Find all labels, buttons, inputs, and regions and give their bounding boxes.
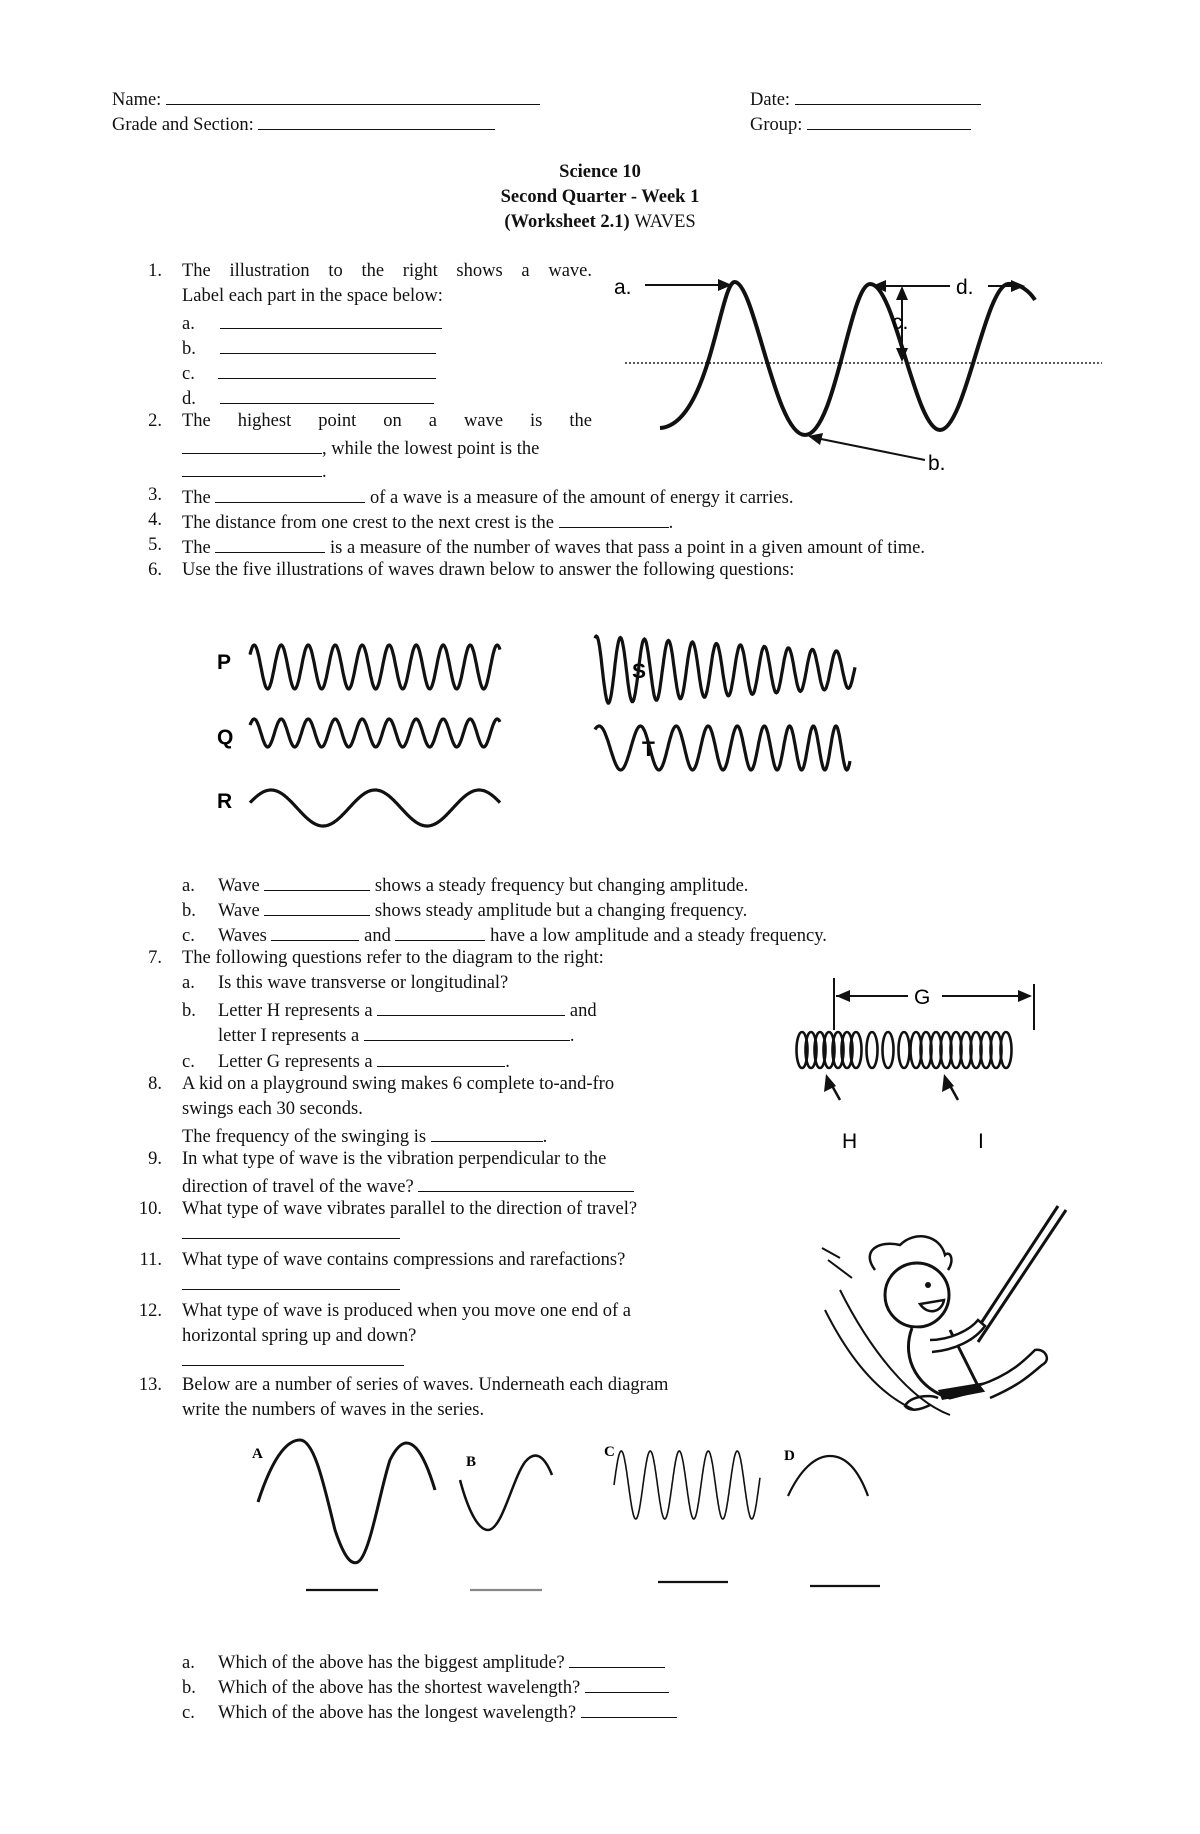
spring-label-h: H [842, 1130, 858, 1153]
kid-leg [980, 1350, 1047, 1398]
q7c-pre: Letter G represents a [218, 1052, 373, 1072]
q10-text: What type of wave vibrates parallel to the direction of travel? [182, 1199, 638, 1219]
q4-blank[interactable] [559, 511, 669, 528]
q1-answer-a[interactable] [182, 312, 442, 334]
q8-line3-pre: The frequency of the swinging is [182, 1127, 427, 1147]
q9-line2 [182, 1175, 634, 1197]
q13c-blank[interactable] [581, 1701, 677, 1718]
q6b-pre: Wave [218, 901, 260, 921]
course-title: Science 10 [559, 162, 641, 182]
q2-line2-text: , while the lowest point is the [322, 439, 540, 459]
grade-section-label: Grade and Section: [112, 115, 254, 135]
q12-line2: horizontal spring up and down? [182, 1326, 417, 1346]
q13a-text: Which of the above has the biggest amplitude? [218, 1653, 565, 1673]
q13-line2: write the numbers of waves in the series. [182, 1400, 485, 1420]
q9-number: 9. [148, 1149, 162, 1169]
q7-text: The following questions refer to the diagram to the right: [182, 948, 604, 968]
q1-number: 1. [148, 261, 162, 281]
q8-line1: A kid on a playground swing makes 6 complete to-and-fro [182, 1074, 615, 1094]
wave-label-r: R [217, 790, 233, 813]
q6b [182, 899, 747, 921]
q11-number: 11. [139, 1250, 162, 1270]
q6a [182, 874, 748, 896]
q5-text [182, 536, 925, 558]
q7b-blank1[interactable] [377, 999, 565, 1016]
wave-q [250, 719, 500, 747]
quarter-title: Second Quarter - Week 1 [500, 187, 700, 207]
motion-line-2 [825, 1310, 915, 1410]
q5-post: is a measure of the number of waves that pass a point in a given amount of time. [330, 538, 925, 558]
name-field[interactable] [112, 88, 540, 110]
q2-line1: The highest point on a wave is the [182, 411, 592, 431]
q9-blank[interactable] [418, 1175, 634, 1192]
grade-section-blank[interactable] [258, 113, 495, 130]
q13b-letter: b. [182, 1678, 196, 1698]
q6c-blank1[interactable] [271, 924, 359, 941]
q9-line1: In what type of wave is the vibration perpendicular to the [182, 1149, 607, 1169]
q7c-blank[interactable] [377, 1050, 505, 1067]
series-d-wave [788, 1456, 868, 1496]
q6c-blank2[interactable] [395, 924, 485, 941]
q7b-line2-pre: letter I represents a [218, 1026, 360, 1046]
worksheet-number: (Worksheet 2.1) [504, 212, 630, 232]
q3-number: 3. [148, 485, 162, 505]
q6c-letter: c. [182, 926, 195, 946]
spring-coil [883, 1032, 894, 1068]
q4-text [182, 511, 673, 533]
q7c-end: . [505, 1052, 510, 1072]
q7b [182, 999, 597, 1021]
q13b-text: Which of the above has the shortest wavelength? [218, 1678, 581, 1698]
label-b: b. [928, 452, 946, 475]
q7-number: 7. [148, 948, 162, 968]
group-field[interactable] [750, 113, 971, 135]
q2-line3-end: . [322, 462, 327, 482]
q6a-post: shows a steady frequency but changing amplitude. [374, 876, 749, 896]
wave-label-p: P [217, 651, 232, 674]
g-arrow-right-head [1018, 990, 1032, 1002]
q5-number: 5. [148, 535, 162, 555]
q8-blank[interactable] [431, 1125, 543, 1142]
q7b-letter: b. [182, 1001, 196, 1021]
q7c [182, 1050, 510, 1072]
q3-post: of a wave is a measure of the amount of energy it carries. [370, 488, 794, 508]
q1-c-letter: c. [182, 364, 195, 384]
q3-pre: The [182, 488, 211, 508]
q11-blank[interactable] [182, 1273, 400, 1290]
swing-rope-1 [970, 1206, 1058, 1340]
q13-wave-series [240, 1430, 940, 1610]
q6c-pre: Waves [218, 926, 267, 946]
q6a-letter: a. [182, 876, 195, 896]
kid-head [885, 1263, 949, 1327]
grade-section-field[interactable] [112, 113, 495, 135]
wave-label-t: T [642, 738, 655, 761]
q6c-mid: and [364, 926, 391, 946]
q5-blank[interactable] [215, 536, 325, 553]
series-a-wave [258, 1440, 435, 1563]
wave-r [250, 790, 500, 826]
wave-curve [660, 282, 1035, 435]
date-label: Date: [750, 90, 791, 110]
q8-number: 8. [148, 1074, 162, 1094]
swing-rope-2 [978, 1210, 1066, 1342]
q6a-pre: Wave [218, 876, 260, 896]
q8-line3-end: . [542, 1127, 548, 1147]
g-arrow-left-head [836, 990, 850, 1002]
q9-line2-text: direction of travel of the wave? [182, 1177, 414, 1197]
group-label: Group: [750, 115, 803, 135]
q13a-blank[interactable] [569, 1651, 665, 1668]
q13b [182, 1676, 669, 1698]
q1-answer-b[interactable] [182, 337, 436, 359]
q1-a-blank[interactable] [220, 312, 442, 329]
arrow-b-shaft [816, 438, 925, 460]
q7b-post: and [569, 1001, 597, 1021]
q7b-line2-end: . [569, 1026, 575, 1046]
q12-answer [182, 1349, 404, 1371]
q2-line2 [182, 437, 539, 459]
q4-pre: The distance from one crest to the next crest is the [182, 513, 554, 533]
q13c-letter: c. [182, 1703, 195, 1723]
series-label-d: D [784, 1448, 795, 1464]
spring-label-g: G [914, 986, 931, 1009]
date-field[interactable] [750, 88, 981, 110]
q1-line2: Label each part in the space below: [182, 286, 443, 306]
q3-text [182, 486, 793, 508]
worksheet-title [0, 212, 1200, 233]
q7a-letter: a. [182, 973, 195, 993]
q13-number: 13. [138, 1375, 162, 1395]
group-blank[interactable] [807, 113, 971, 130]
q6-number: 6. [148, 560, 162, 580]
label-c: c. [892, 311, 909, 334]
q6b-letter: b. [182, 901, 196, 921]
q1-c-blank[interactable] [218, 362, 436, 379]
q6-waves-figure [200, 620, 1020, 850]
q6b-post: shows steady amplitude but a changing frequency. [374, 901, 748, 921]
q11-answer [182, 1273, 400, 1295]
q13c-text: Which of the above has the longest wavelength? [218, 1703, 577, 1723]
q7c-letter: c. [182, 1052, 195, 1072]
q8-line3 [182, 1125, 547, 1147]
spring-coil [899, 1032, 910, 1068]
series-label-b: B [466, 1454, 477, 1470]
q6c [182, 924, 827, 946]
series-label-a: A [252, 1446, 263, 1462]
q1-answer-d[interactable] [182, 387, 434, 409]
date-blank[interactable] [795, 88, 981, 105]
name-label: Name: [112, 90, 162, 110]
name-blank[interactable] [166, 88, 540, 105]
q13-line1: Below are a number of series of waves. Underneath each diagram [182, 1375, 669, 1395]
q10-number: 10. [138, 1199, 162, 1219]
q12-blank[interactable] [182, 1349, 404, 1366]
q1-b-letter: b. [182, 339, 196, 359]
q13a-letter: a. [182, 1653, 195, 1673]
q2-number: 2. [148, 411, 162, 431]
q6-text: Use the five illustrations of waves drawn below to answer the following questions: [182, 560, 795, 580]
wave-label-q: Q [217, 726, 234, 749]
spring-coil [867, 1032, 878, 1068]
q7a [182, 974, 508, 993]
worksheet-topic: WAVES [634, 212, 696, 232]
q5-pre: The [182, 538, 211, 558]
q13c [182, 1701, 677, 1723]
q8-line2: swings each 30 seconds. [182, 1099, 363, 1119]
q1-d-letter: d. [182, 389, 196, 409]
motion-line-3 [822, 1248, 852, 1278]
series-label-c: C [604, 1444, 615, 1460]
q4-end: . [668, 513, 674, 533]
q1-line1: The illustration to the right shows a wave. [182, 261, 592, 281]
q12-number: 12. [138, 1301, 162, 1321]
wave-p [250, 645, 500, 689]
q13a [182, 1651, 665, 1673]
q7b-pre: Letter H represents a [218, 1001, 373, 1021]
label-a: a. [614, 276, 632, 299]
q10-answer [182, 1222, 400, 1244]
kid-on-swing-illustration [820, 1200, 1090, 1440]
q7b-blank2[interactable] [364, 1024, 570, 1041]
q1-d-blank[interactable] [220, 387, 434, 404]
q2-line3 [182, 460, 327, 482]
spring-label-i: I [978, 1130, 984, 1153]
series-c-wave [614, 1451, 760, 1519]
q13b-blank[interactable] [585, 1676, 669, 1693]
q11-text: What type of wave contains compressions and rarefactions? [182, 1250, 626, 1270]
q7a-text: Is this wave transverse or longitudinal? [218, 973, 509, 993]
label-d: d. [956, 276, 974, 299]
q1-a-letter: a. [182, 314, 195, 334]
q2-highest-blank[interactable] [182, 437, 322, 454]
q6a-blank[interactable] [264, 874, 370, 891]
q2-lowest-blank[interactable] [182, 460, 322, 477]
wave-label-s: S [632, 660, 647, 683]
q7b-line2 [218, 1024, 575, 1046]
kid-eye [925, 1282, 931, 1288]
q3-blank[interactable] [215, 486, 365, 503]
q1-answer-c[interactable] [182, 362, 436, 384]
q6b-blank[interactable] [264, 899, 370, 916]
spring-diagram [790, 970, 1090, 1160]
wave-parts-diagram [614, 270, 1090, 475]
q6c-post: have a low amplitude and a steady frequency. [490, 926, 827, 946]
wave-t [595, 726, 850, 770]
q4-number: 4. [148, 510, 162, 530]
arrow-c-top [896, 286, 908, 300]
q12-line1: What type of wave is produced when you move one end of a [182, 1301, 631, 1321]
spring-coils [797, 1032, 1012, 1068]
q1-b-blank[interactable] [220, 337, 436, 354]
q10-blank[interactable] [182, 1222, 400, 1239]
